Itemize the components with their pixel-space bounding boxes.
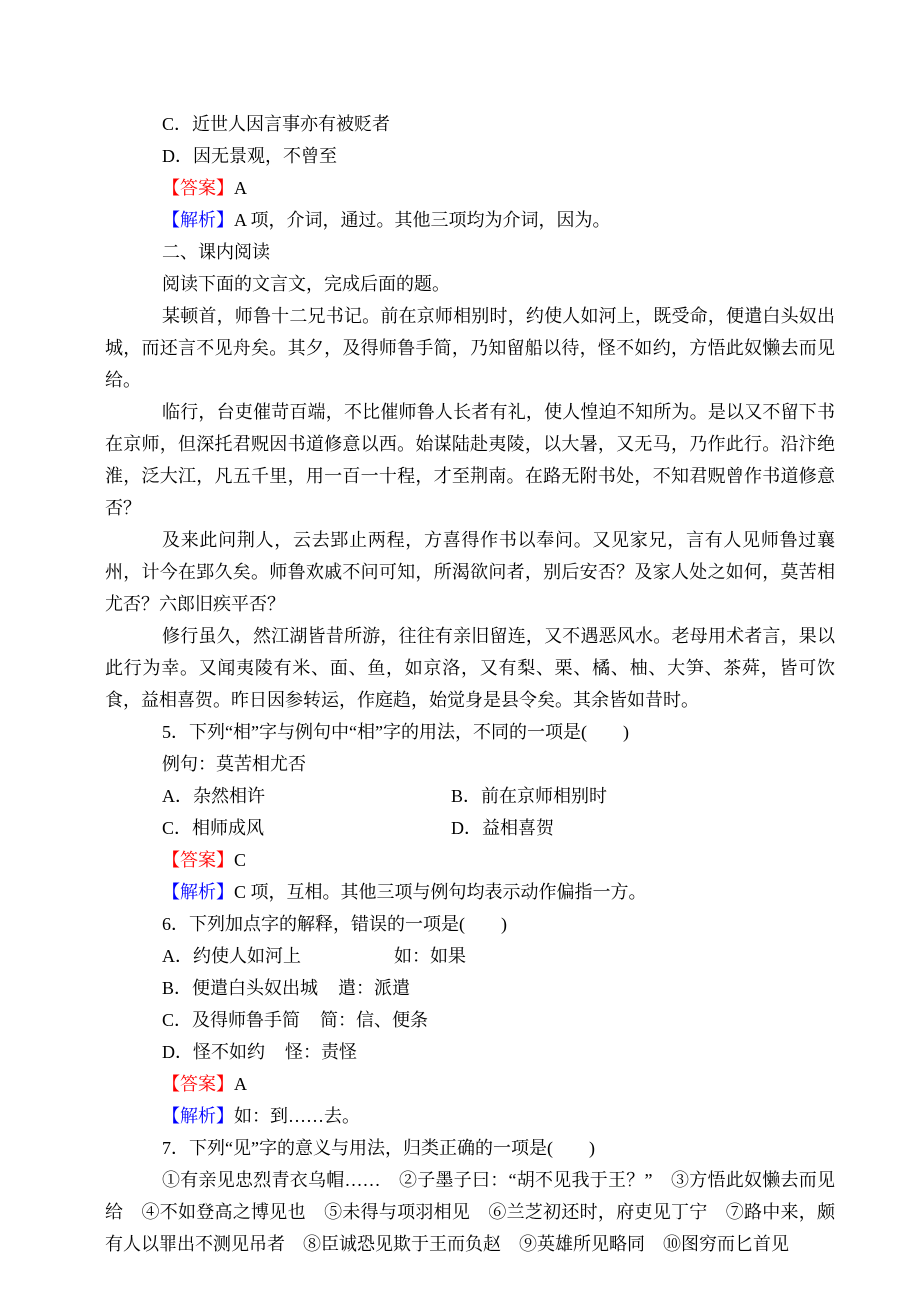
q5-stem: 5．下列“相”字与例句中“相”字的用法，不同的一项是( )	[162, 722, 629, 742]
passage-paragraph-3: 及来此问荆人，云去郢止两程，方喜得作书以奉问。又见家兄，言有人见师鲁过襄州，计今在郢久矣。师鲁欢戚不问可知，所渴欲问者，别后安否？及家人处之如何，莫苦相尤否？六郎旧疾平否？	[105, 530, 835, 614]
q5-option-b: B．前在京师相别时	[451, 786, 608, 806]
prev-analysis-line	[105, 204, 835, 236]
passage-paragraph-1: 某顿首，师鲁十二兄书记。前在京师相别时，约使人如河上，既受命，便遣白头奴出城，而还言不见舟矣。其夕，及得师鲁手简，乃知留船以待，怪不如约，方悟此奴懒去而见给。	[105, 306, 835, 390]
q5-option-c: C．相师成风	[162, 818, 265, 838]
prev-option-d: D．因无景观，不曾至	[162, 146, 337, 166]
q6-option-c-phrase: C．及得师鲁手简	[162, 1010, 301, 1030]
q5-option-a: A．杂然相许	[162, 786, 265, 806]
q6-option-c	[105, 1004, 835, 1036]
q6-option-c-gloss: 简：信、便条	[320, 1010, 429, 1030]
q7-items: ①有亲见忠烈青衣乌帽…… ②子墨子曰：“胡不见我于王？” ③方悟此奴懒去而见给 ④不如登高之博见也 ⑤未得与项羽相见 ⑥兰芝初还时，府吏见丁宁 ⑦路中来，颇有人以罪出不测见吊者 ⑧臣诚恐见欺于王而负赵 ⑨英雄所见略同 ⑩图穷而匕首见	[105, 1170, 835, 1254]
q5-option-d: D．益相喜贺	[451, 818, 554, 838]
q6-answer-line	[105, 1068, 835, 1100]
reading-intro: 阅读下面的文言文，完成后面的题。	[162, 274, 450, 294]
analysis-text: 如：到……去。	[234, 1106, 360, 1126]
answer-label: 【答案】	[162, 1074, 234, 1094]
q6-option-a-gloss: 如：如果	[394, 946, 466, 966]
q5-answer-line	[105, 844, 835, 876]
analysis-label: 【解析】	[162, 882, 234, 902]
q5-options-row-2	[105, 812, 835, 844]
q6-option-a-phrase: A．约使人如河上	[162, 946, 301, 966]
answer-label: 【答案】	[162, 178, 234, 198]
answer-value: A	[234, 178, 247, 198]
q6-option-b	[105, 972, 835, 1004]
q6-option-b-gloss: 遣：派遣	[338, 978, 411, 998]
worksheet-page	[105, 0, 835, 1260]
q5-options-row-1	[105, 780, 835, 812]
analysis-text: C 项，互相。其他三项与例句均表示动作偏指一方。	[234, 882, 647, 902]
q6-option-b-phrase: B．便遣白头奴出城	[162, 978, 319, 998]
q6-option-d-gloss: 怪：责怪	[285, 1042, 357, 1062]
analysis-text: A 项，介词，通过。其他三项均为介词，因为。	[234, 210, 611, 230]
q6-option-d	[105, 1036, 835, 1068]
analysis-label: 【解析】	[162, 210, 234, 230]
section-heading: 二、课内阅读	[162, 242, 270, 262]
analysis-label: 【解析】	[162, 1106, 234, 1126]
q5-example: 例句：莫苦相尤否	[162, 754, 306, 774]
q7-stem: 7．下列“见”字的意义与用法，归类正确的一项是( )	[162, 1138, 595, 1158]
passage-paragraph-4: 修行虽久，然江湖皆昔所游，往往有亲旧留连，又不遇恶风水。老母用术者言，果以此行为幸。又闻夷陵有米、面、鱼，如京洛，又有梨、栗、橘、柚、大笋、茶荈，皆可饮食，益相喜贺。昨日因参转运，作庭趋，始觉身是县令矣。其余皆如昔时。	[105, 626, 835, 710]
q6-option-d-phrase: D．怪不如约	[162, 1042, 265, 1062]
prev-answer-line	[105, 172, 835, 204]
prev-option-c: C．近世人因言事亦有被贬者	[162, 114, 391, 134]
q6-stem: 6．下列加点字的解释，错误的一项是( )	[162, 914, 507, 934]
passage-paragraph-2: 临行，台吏催苛百端，不比催师鲁人长者有礼，使人惶迫不知所为。是以又不留下书在京师，但深托君贶因书道修意以西。始谋陆赴夷陵，以大暑，又无马，乃作此行。沿汴绝淮，泛大江，凡五千里，用一百一十程，才至荆南。在路无附书处，不知君贶曾作书道修意否？	[105, 402, 835, 518]
q6-analysis-line	[105, 1100, 835, 1132]
q6-option-a	[105, 940, 835, 972]
answer-value: A	[234, 1074, 247, 1094]
answer-value: C	[234, 850, 247, 870]
q5-analysis-line	[105, 876, 835, 908]
answer-label: 【答案】	[162, 850, 234, 870]
